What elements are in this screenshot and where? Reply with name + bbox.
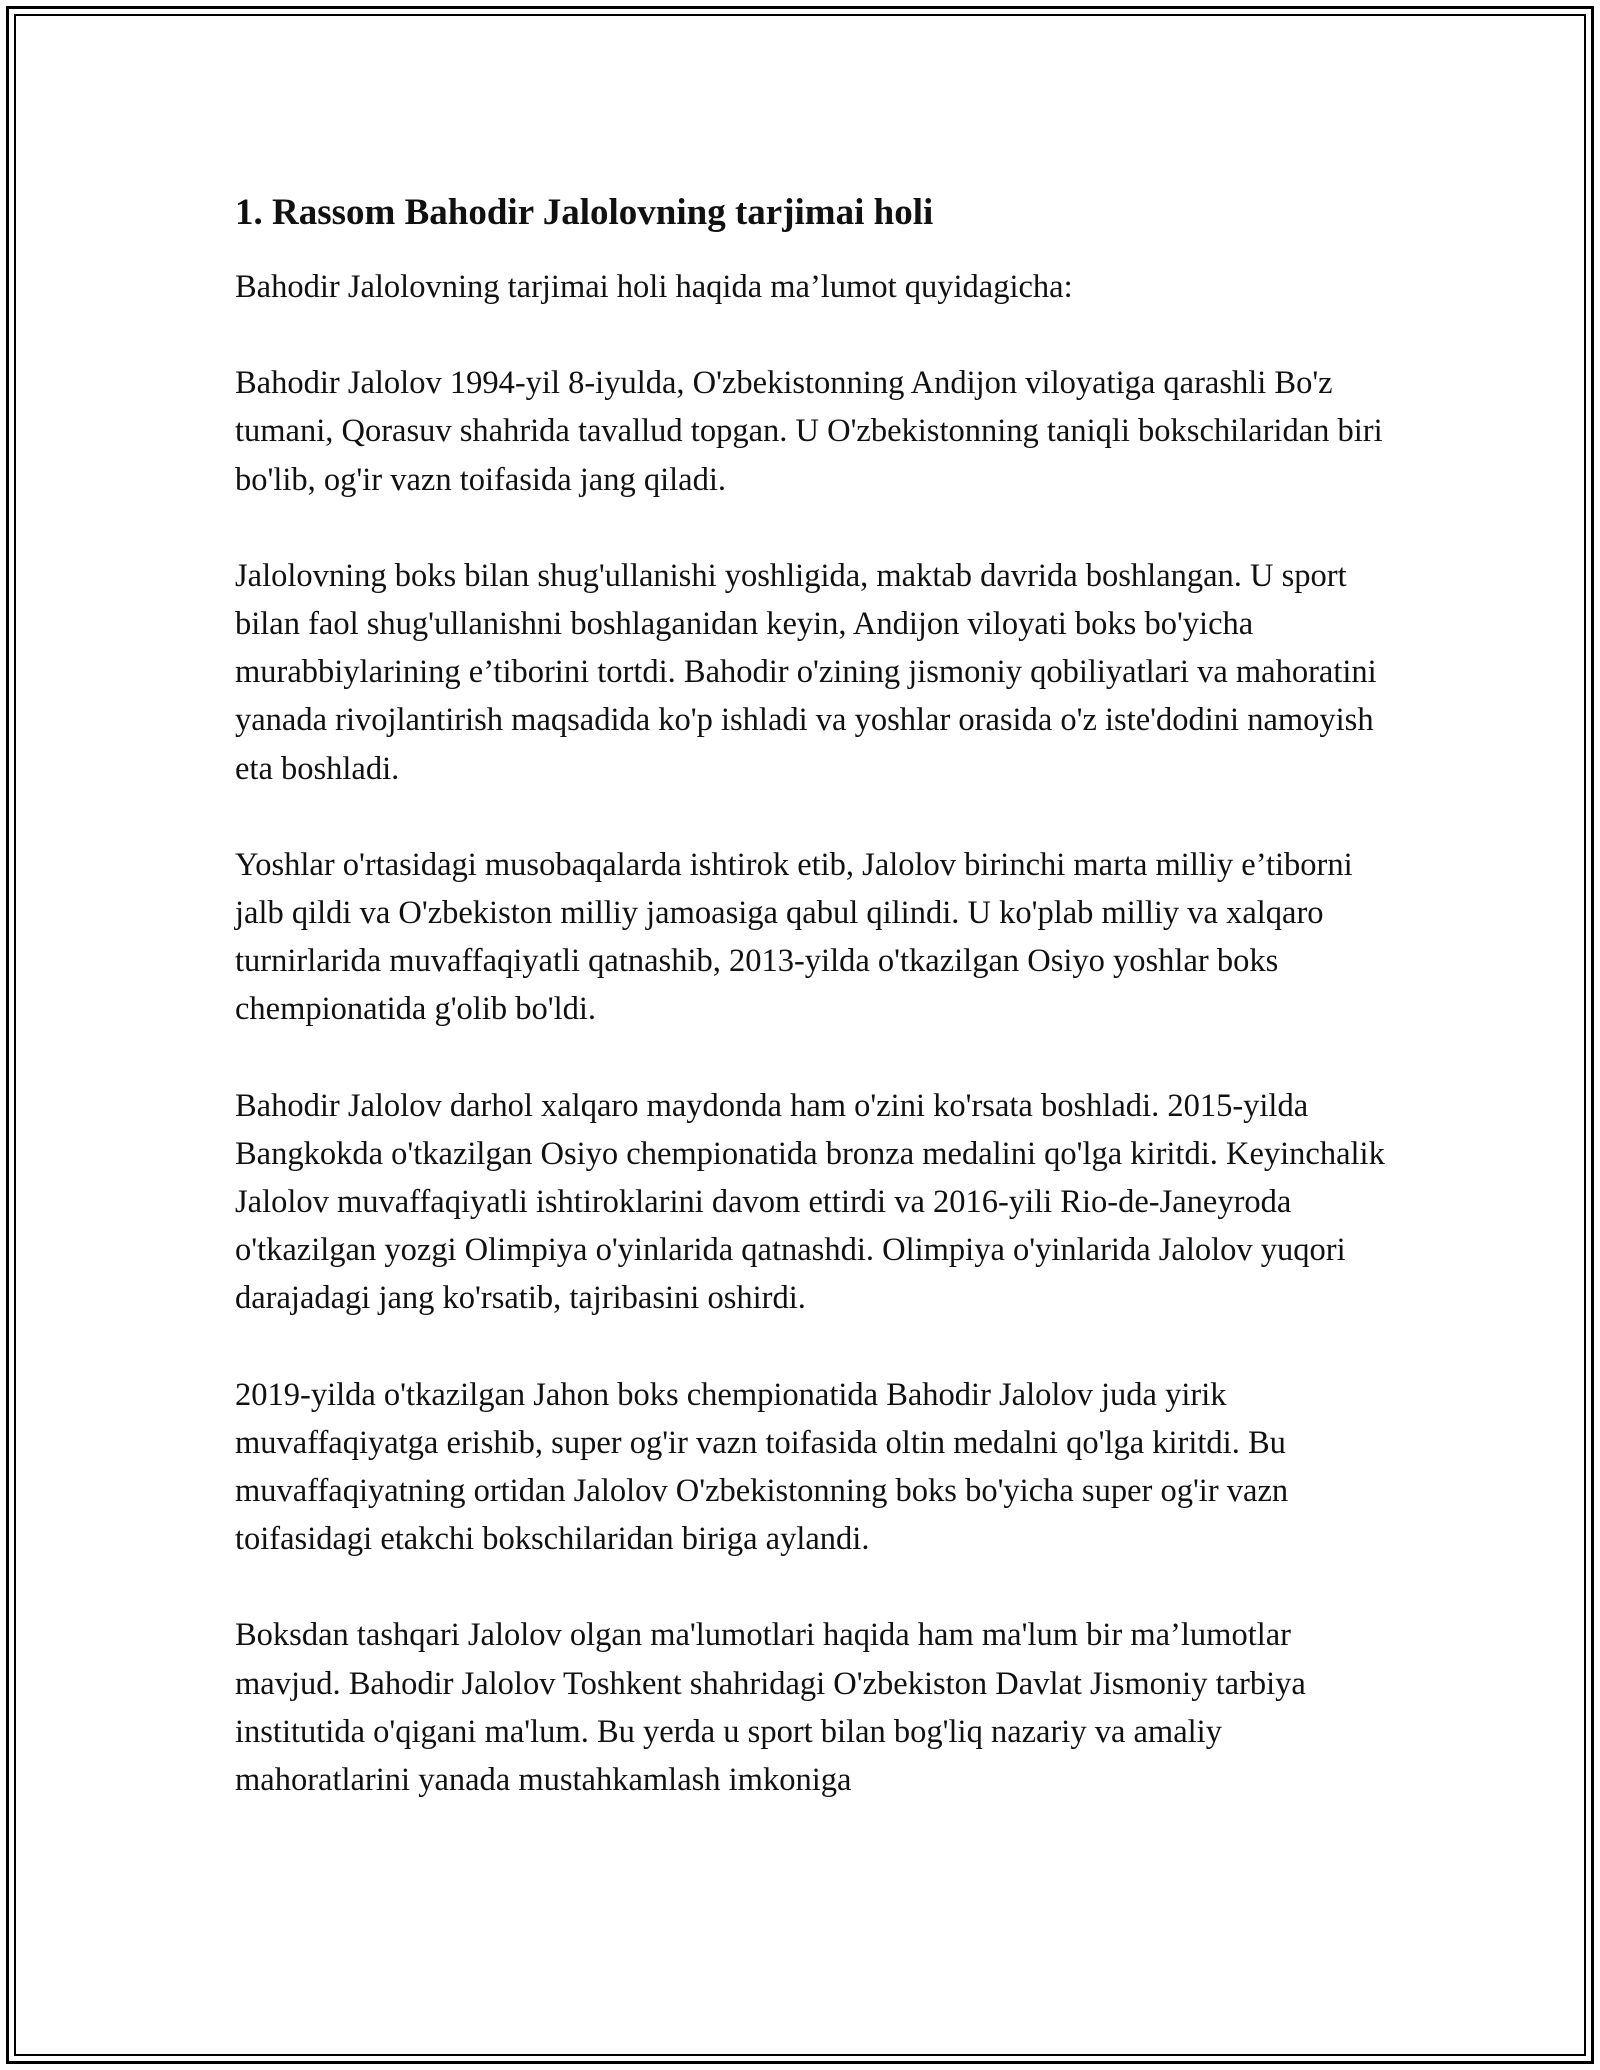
paragraph-early-career: Jalolovning boks bilan shug'ullanishi yoshligida, maktab davrida boshlangan. U sport bilan faol shug'ullanishni boshlaganidan keyin, Andijon viloyati boks bo'yicha murabbiylarining e’tiborini tortdi. Bahodir o'zining jismoniy qobiliyatlari va mahoratini yanada rivojlantirish maqsadida ko'p ishladi va yoshlar orasida o'z iste'dodini namoyish eta boshladi. bbox=[235, 557, 1377, 787]
document-title: 1. Rassom Bahodir Jalolovning tarjimai holi bbox=[235, 192, 934, 233]
paragraph-intro: Bahodir Jalolovning tarjimai holi haqida ma’lumot quyidagicha: bbox=[235, 269, 1073, 305]
paragraph-birth: Bahodir Jalolov 1994-yil 8-iyulda, O'zbekistonning Andijon viloyatiga qarashli Bo'z tumani, Qorasuv shahrida tavallud topgan. U O'zbekistonning taniqli bokschilaridan biri bo'lib, og'ir vazn toifasida jang qiladi. bbox=[235, 365, 1383, 498]
paragraph-world-championship: 2019-yilda o'tkazilgan Jahon boks chempionatida Bahodir Jalolov juda yirik muvaffaqiyatga erishib, super og'ir vazn toifasida oltin medalni qo'lga kiritdi. Bu muvaffaqiyatning ortidan Jalolov O'zbekistonning boks bo'yicha super og'ir vazn toifasidagi etakchi bokschilaridan biriga aylandi. bbox=[235, 1376, 1289, 1558]
paragraph-international: Bahodir Jalolov darhol xalqaro maydonda ham o'zini ko'rsata boshladi. 2015-yilda Bangkokda o'tkazilgan Osiyo chempionatida bronza medalini qo'lga kiritdi. Keyinchalik Jalolov muvaffaqiyatli ishtiroklarini davom ettirdi va 2016-yili Rio-de-Janeyroda o'tkazilgan yozgi Olimpiya o'yinlarida qatnashdi. Olimpiya o'yinlarida Jalolov yuqori darajadagi jang ko'rsatib, tajribasini oshirdi. bbox=[235, 1087, 1385, 1317]
paragraph-education: Boksdan tashqari Jalolov olgan ma'lumotlari haqida ham ma'lum bir ma’lumotlar mavjud. Bahodir Jalolov Toshkent shahridagi O'zbekiston Davlat Jismoniy tarbiya institutida o'qigani ma'lum. Bu yerda u sport bilan bog'liq nazariy va amaliy mahoratlarini yanada mustahkamlash imkoniga bbox=[235, 1617, 1306, 1799]
paragraph-youth-competitions: Yoshlar o'rtasidagi musobaqalarda ishtirok etib, Jalolov birinchi marta milliy e’tiborni jalb qildi va O'zbekiston milliy jamoasiga qabul qilindi. U ko'plab milliy va xalqaro turnirlarida muvaffaqiyatli qatnashib, 2013-yilda o'tkazilgan Osiyo yoshlar boks chempionatida g'olib bo'ldi. bbox=[235, 846, 1353, 1028]
document-body bbox=[235, 186, 1385, 1852]
